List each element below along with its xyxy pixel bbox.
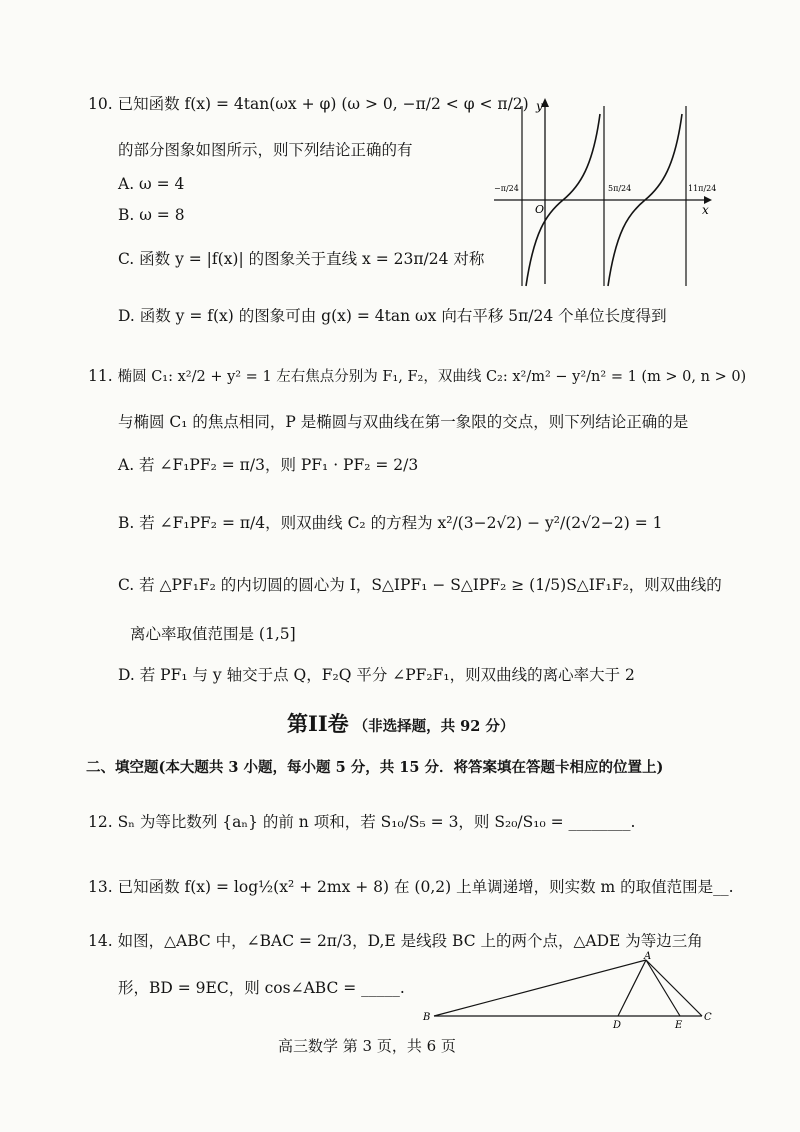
x-axis-label: x <box>702 203 709 217</box>
q11-option-c-line2: 离心率取值范围是 (1,5] <box>130 625 296 643</box>
tick-mid-label: 5π/24 <box>608 184 632 193</box>
q11-option-a: A. 若 ∠F₁PF₂ = π/3，则 PF₁ · PF₂ = 2/3 <box>118 456 419 474</box>
q14-line2: 形，BD = 9EC，则 cos∠ABC = _____. <box>118 979 405 997</box>
segment-AC <box>646 960 702 1016</box>
q14-number: 14. <box>88 932 113 950</box>
q12-number: 12. <box>88 813 113 831</box>
q13-number: 13. <box>88 878 113 896</box>
q13-text: 已知函数 f(x) = log½(x² + 2mx + 8) 在 (0,2) 上单调递增，则实数 m 的取值范围是__. <box>117 878 734 896</box>
q11-stem-text: 椭圆 C₁: x²/2 + y² = 1 左右焦点分别为 F₁, F₂，双曲线 C₂: x²/m² − y²/n² = 1 (m > 0, n > 0) <box>117 369 747 385</box>
q14-text1: 如图，△ABC 中，∠BAC = 2π/3，D,E 是线段 BC 上的两个点，△ADE 为等边三角 <box>117 932 703 950</box>
fill-in-heading: 二、填空题(本大题共 3 小题，每小题 5 分，共 15 分．将答案填在答题卡相应的位置上) <box>86 759 664 776</box>
q11-stem <box>88 368 746 386</box>
q10-option-c: C. 函数 y = |f(x)| 的图象关于直线 x = 23π/24 对称 <box>118 250 485 268</box>
q10-stem-text: 已知函数 f(x) = 4tan(ωx + φ) (ω > 0, −π/2 < φ < π/2) <box>117 95 529 113</box>
q10-option-d: D. 函数 y = f(x) 的图象可由 g(x) = 4tan ωx 向右平移 5π/24 个单位长度得到 <box>118 307 667 325</box>
point-A-label: A <box>644 951 652 962</box>
q10-number: 10. <box>88 95 113 113</box>
q11-option-c: C. 若 △PF₁F₂ 的内切圆的圆心为 I，S△IPF₁ − S△IPF₂ ≥ (1/5)S△IF₁F₂，则双曲线的 <box>118 576 722 594</box>
y-axis-label: y <box>536 99 543 113</box>
q10-tan-graph <box>490 92 720 290</box>
page-footer: 高三数学 第 3 页，共 6 页 <box>278 1037 456 1055</box>
q10-option-b: B. ω = 8 <box>118 206 185 224</box>
q11-option-b: B. 若 ∠F₁PF₂ = π/4，则双曲线 C₂ 的方程为 x²/(3−2√2) − y²/(2√2−2) = 1 <box>118 514 663 532</box>
q13 <box>88 879 734 897</box>
q10-stem-line2: 的部分图象如图所示，则下列结论正确的有 <box>118 141 413 159</box>
q14-triangle-figure <box>420 950 720 1032</box>
point-E-label: E <box>675 1020 683 1031</box>
q12-text: Sₙ 为等比数列 {aₙ} 的前 n 项和，若 S₁₀/S₅ = 3，则 S₂₀/S₁₀ = ________. <box>117 813 636 831</box>
q14-line1 <box>88 933 703 951</box>
q11-number: 11. <box>88 367 113 385</box>
segment-AD <box>618 960 646 1016</box>
point-C-label: C <box>704 1012 712 1023</box>
section-title-main: 第II卷 <box>287 711 349 736</box>
section-title-sub: （非选择题，共 92 分） <box>353 718 515 735</box>
segment-AB <box>434 960 646 1016</box>
section-title <box>287 712 514 736</box>
q11-option-d: D. 若 PF₁ 与 y 轴交于点 Q，F₂Q 平分 ∠PF₂F₁，则双曲线的离心率大于 2 <box>118 666 635 684</box>
q10-option-a: A. ω = 4 <box>118 175 185 193</box>
q12 <box>88 814 635 832</box>
origin-label: O <box>535 203 545 216</box>
q11-stem-line2: 与椭圆 C₁ 的焦点相同，P 是椭圆与双曲线在第一象限的交点，则下列结论正确的是 <box>118 413 689 431</box>
q10-stem <box>88 96 529 114</box>
tick-right-label: 11π/24 <box>688 184 717 193</box>
segment-AE <box>646 960 680 1016</box>
point-B-label: B <box>423 1012 431 1023</box>
point-D-label: D <box>613 1020 622 1031</box>
tick-left-label: −π/24 <box>494 184 519 193</box>
